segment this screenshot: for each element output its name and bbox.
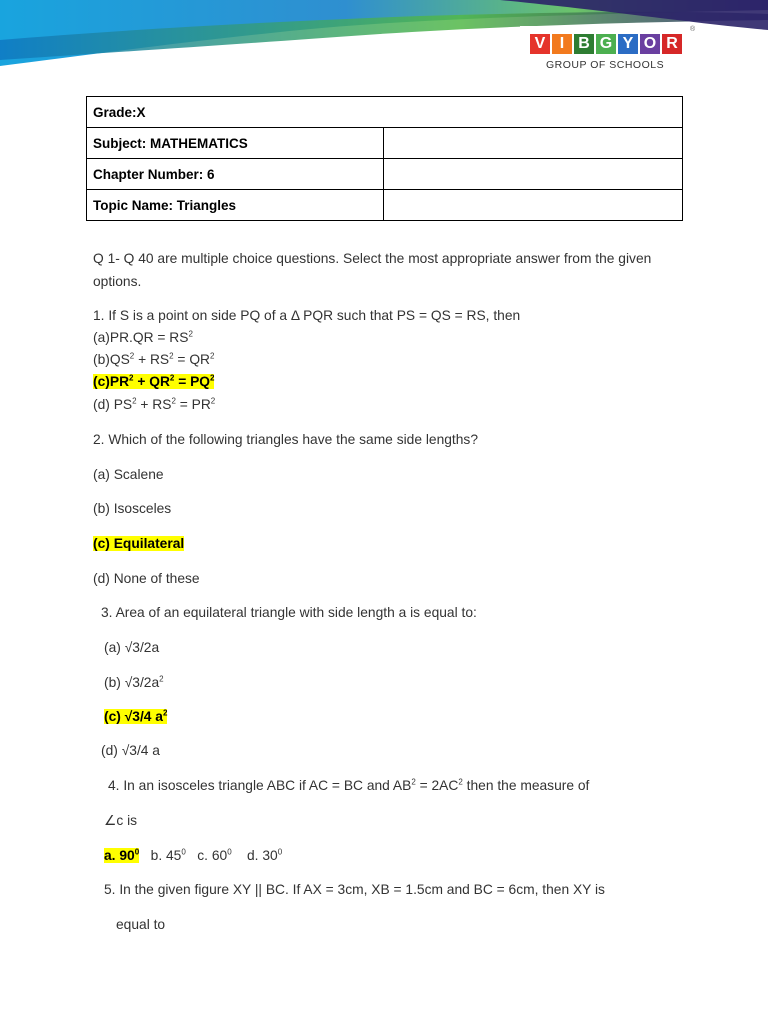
empty-cell — [384, 128, 683, 159]
question-4-stem — [108, 778, 589, 793]
empty-cell — [384, 159, 683, 190]
q4-options — [104, 848, 282, 863]
intro-line: options. — [93, 274, 142, 289]
highlighted-answer — [104, 848, 139, 863]
q2-option-b: (b) Isosceles — [93, 501, 172, 516]
table-row — [87, 190, 683, 221]
option-text: = 2AC — [415, 778, 459, 793]
option-text: + RS — [134, 352, 170, 367]
logo-letter: I — [552, 34, 572, 54]
option-text: = QR — [173, 352, 211, 367]
q1-option-d — [93, 397, 215, 412]
vibgyor-logo — [520, 26, 700, 78]
q2-option-d: (d) None of these — [93, 571, 200, 586]
q3-option-a: (a) √3/2a — [104, 640, 160, 655]
q1-option-c-answer — [93, 374, 214, 389]
table-row — [87, 159, 683, 190]
topic-cell: Topic Name: Triangles — [87, 190, 384, 221]
superscript: 2 — [159, 674, 164, 684]
superscript: 2 — [411, 777, 416, 787]
superscript: 2 — [171, 396, 176, 406]
option-text: (c)PR — [93, 374, 130, 389]
subject-cell: Subject: MATHEMATICS — [87, 128, 384, 159]
logo-letter: R — [662, 34, 682, 54]
logo-letter: G — [596, 34, 616, 54]
highlighted-answer — [93, 374, 214, 389]
superscript: 0 — [134, 847, 140, 857]
superscript: 2 — [210, 351, 215, 361]
option-text: (c) √3/4 a — [104, 709, 163, 724]
superscript: 2 — [169, 351, 174, 361]
q3-option-c-answer — [104, 709, 167, 724]
logo-letter: B — [574, 34, 594, 54]
option-text: (b) √3/2a — [104, 675, 160, 690]
superscript: 0 — [277, 847, 283, 857]
logo-letter: Y — [618, 34, 638, 54]
logo-letters — [530, 34, 684, 54]
option-text: = PR — [175, 397, 211, 412]
registered-mark: ® — [690, 26, 696, 33]
superscript: 0 — [181, 847, 186, 857]
empty-cell — [384, 190, 683, 221]
option-text: (b)QS — [93, 352, 130, 367]
q1-option-b — [93, 352, 214, 367]
q2-option-a: (a) Scalene — [93, 467, 164, 482]
option-text: c. 60 — [197, 848, 228, 863]
grade-cell: Grade:X — [87, 97, 683, 128]
q4-angle-line: ∠c is — [104, 813, 138, 828]
chapter-cell: Chapter Number: 6 — [87, 159, 384, 190]
logo-subtitle: GROUP OF SCHOOLS — [546, 59, 665, 71]
superscript: 0 — [227, 847, 232, 857]
superscript: 2 — [162, 708, 168, 718]
option-text: (d) PS — [93, 397, 133, 412]
highlighted-answer: (c) Equilateral — [93, 536, 185, 551]
q3-option-b — [104, 675, 164, 690]
superscript: 2 — [169, 373, 175, 383]
option-text: = PQ — [174, 374, 211, 389]
highlighted-answer — [104, 709, 167, 724]
option-text: + RS — [136, 397, 172, 412]
option-text: 4. In an isosceles triangle ABC if AC = BC and AB — [108, 778, 412, 793]
option-text: (a)PR.QR = RS — [93, 330, 189, 345]
q2-option-c-answer — [93, 536, 184, 551]
question-1-stem: 1. If S is a point on side PQ of a Δ PQR such that PS = QS = RS, then — [93, 308, 521, 323]
superscript: 2 — [129, 351, 135, 361]
option-text: b. 45 — [150, 848, 182, 863]
superscript: 2 — [129, 373, 134, 383]
option-text: d. 30 — [247, 848, 278, 863]
option-text: + QR — [133, 374, 170, 389]
superscript: 2 — [188, 329, 193, 339]
q3-option-d: (d) √3/4 a — [101, 743, 160, 758]
superscript: 2 — [458, 777, 463, 787]
question-2-stem: 2. Which of the following triangles have the same side lengths? — [93, 432, 478, 447]
question-3-stem: 3. Area of an equilateral triangle with side length a is equal to: — [101, 605, 477, 620]
q1-option-a — [93, 330, 193, 345]
table-row — [87, 97, 683, 128]
superscript: 2 — [132, 396, 137, 406]
superscript: 2 — [210, 373, 215, 383]
table-row — [87, 128, 683, 159]
intro-line: Q 1- Q 40 are multiple choice questions. Select the most appropriate answer from the given — [93, 251, 652, 266]
question-5-stem-cont: equal to — [116, 917, 166, 932]
question-5-stem: 5. In the given figure XY || BC. If AX = 3cm, XB = 1.5cm and BC = 6cm, then XY is — [104, 882, 605, 897]
info-table — [86, 96, 683, 221]
logo-letter: V — [530, 34, 550, 54]
option-text: then the measure of — [462, 778, 590, 793]
superscript: 2 — [210, 396, 216, 406]
option-text: a. 90 — [104, 848, 135, 863]
logo-letter: O — [640, 34, 660, 54]
